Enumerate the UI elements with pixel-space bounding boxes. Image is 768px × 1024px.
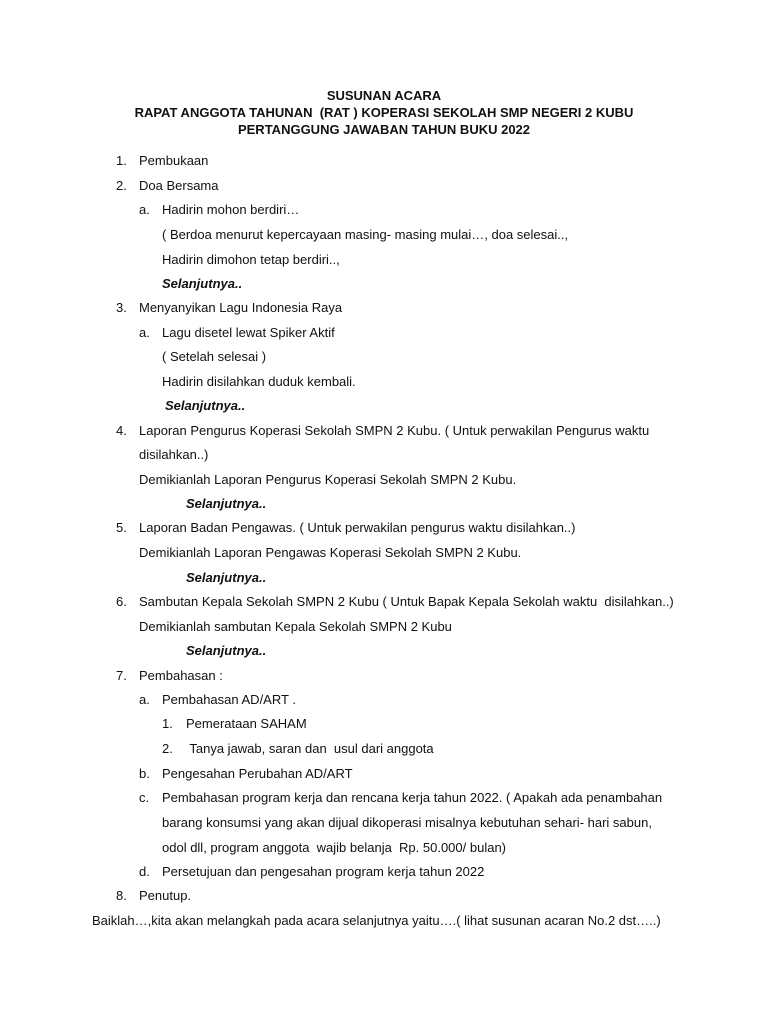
item-text: Laporan Badan Pengawas. ( Untuk perwakilan pengurus waktu disilahkan..): [139, 520, 576, 535]
sub-item-text: Persetujuan dan pengesahan program kerja tahun 2022: [162, 864, 485, 879]
next-cue: Selanjutnya..: [165, 398, 246, 413]
item-number: 2.: [116, 178, 127, 193]
sub-item-text: Lagu disetel lewat Spiker Aktif: [162, 325, 335, 340]
item-note: Hadirin dimohon tetap berdiri..,: [162, 252, 340, 267]
item-number: 5.: [116, 520, 127, 535]
sub-item-text: Pengesahan Perubahan AD/ART: [162, 766, 353, 781]
item-number: 6.: [116, 594, 127, 609]
item-number: 1.: [116, 153, 127, 168]
item-text: Penutup.: [139, 888, 192, 903]
item-note: ( Setelah selesai ): [162, 349, 267, 364]
sub-item-text-cont: barang konsumsi yang akan dijual dikoperasi misalnya kebutuhan sehari- hari sabun,: [162, 815, 652, 830]
item-note: Demikianlah sambutan Kepala Sekolah SMPN 2 Kubu: [139, 619, 452, 634]
item-text: Menyanyikan Lagu Indonesia Raya: [139, 300, 343, 315]
sub-item-text: Pembahasan program kerja dan rencana kerja tahun 2022. ( Apakah ada penambahan: [162, 790, 663, 805]
item-text: Doa Bersama: [139, 178, 219, 193]
item-note: Demikianlah Laporan Pengawas Koperasi Sekolah SMPN 2 Kubu.: [139, 545, 522, 560]
next-cue: Selanjutnya..: [186, 496, 267, 511]
item-text-cont: disilahkan..): [139, 447, 209, 462]
item-number: 3.: [116, 300, 127, 315]
item-number: 8.: [116, 888, 127, 903]
item-note: Hadirin disilahkan duduk kembali.: [162, 374, 356, 389]
sub-item-mark: a.: [139, 202, 150, 217]
item-number: 4.: [116, 423, 127, 438]
sub-sub-item-mark: 2.: [162, 741, 173, 756]
sub-item-text-cont: odol dll, program anggota wajib belanja Rp. 50.000/ bulan): [162, 840, 507, 855]
sub-item-text: Hadirin mohon berdiri…: [162, 202, 300, 217]
doc-subtitle-2: PERTANGGUNG JAWABAN TAHUN BUKU 2022: [237, 122, 531, 137]
closing-remark: Baiklah…,kita akan melangkah pada acara selanjutnya yaitu….( lihat susunan acaran No.2 dst…..): [92, 913, 661, 928]
next-cue: Selanjutnya..: [162, 276, 243, 291]
sub-item-mark: b.: [139, 766, 150, 781]
item-text: Sambutan Kepala Sekolah SMPN 2 Kubu ( Untuk Bapak Kepala Sekolah waktu disilahkan..): [139, 594, 674, 609]
sub-sub-item-text: Pemerataan SAHAM: [186, 716, 307, 731]
sub-item-mark: a.: [139, 692, 150, 707]
sub-item-mark: d.: [139, 864, 150, 879]
item-text: Pembahasan :: [139, 668, 223, 683]
sub-item-text: Pembahasan AD/ART .: [162, 692, 296, 707]
item-number: 7.: [116, 668, 127, 683]
sub-item-mark: a.: [139, 325, 150, 340]
next-cue: Selanjutnya..: [186, 570, 267, 585]
item-note: Demikianlah Laporan Pengurus Koperasi Sekolah SMPN 2 Kubu.: [139, 472, 517, 487]
item-note: ( Berdoa menurut kepercayaan masing- masing mulai…, doa selesai..,: [162, 227, 569, 242]
doc-title: SUSUNAN ACARA: [326, 88, 442, 103]
doc-subtitle: RAPAT ANGGOTA TAHUNAN (RAT ) KOPERASI SEKOLAH SMP NEGERI 2 KUBU: [134, 105, 634, 120]
item-text: Pembukaan: [139, 153, 209, 168]
sub-sub-item-text: Tanya jawab, saran dan usul dari anggota: [186, 741, 434, 756]
sub-item-mark: c.: [139, 790, 150, 805]
next-cue: Selanjutnya..: [186, 643, 267, 658]
item-text: Laporan Pengurus Koperasi Sekolah SMPN 2 Kubu. ( Untuk perwakilan Pengurus waktu: [139, 423, 650, 438]
sub-sub-item-mark: 1.: [162, 716, 173, 731]
